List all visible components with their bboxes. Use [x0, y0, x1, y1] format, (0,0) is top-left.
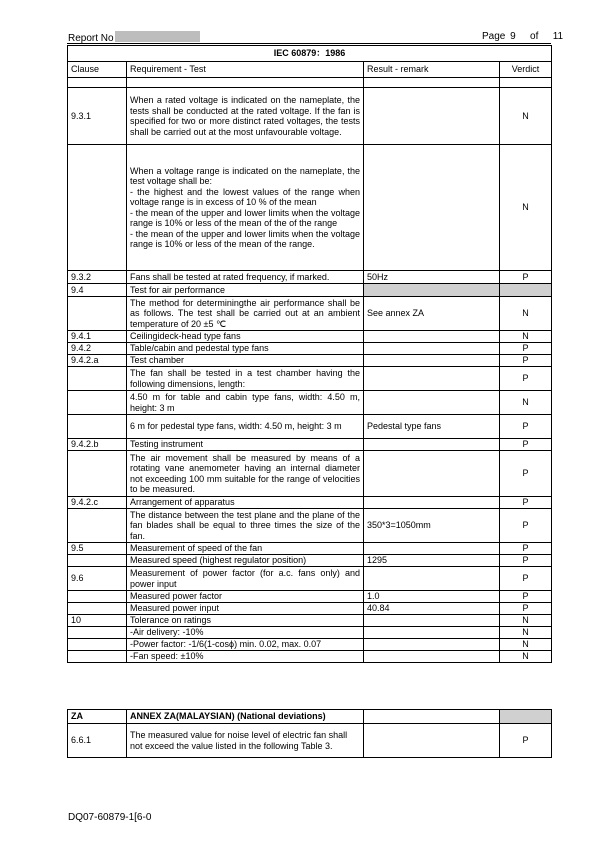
table-row: 10 Tolerance on ratings N — [68, 615, 552, 627]
table-row: The method for determiningthe air performance shall be as follows. The test shall be carried out at an ambient temperature of 20 ±5 ℃ See annex ZA N — [68, 297, 552, 331]
report-number-label: Report No — [68, 31, 200, 44]
document-code: DQ07-60879-1[6-0 — [68, 812, 152, 823]
table-row: 9.4.1 Ceilingideck-head type fans N — [68, 331, 552, 343]
voltage-range-requirement: When a voltage range is indicated on the nameplate, the test voltage shall be: - the highest and the lowest values of the range when voltage range is in excess of 10 % of the mean - the mean of the upper and lower limits when the voltage range is 10% or less of the mean of the of the range - the mean of the upper and lower limits when the voltage range is 10% or less of the mean of the range. — [127, 145, 364, 271]
table-row: 9.4.2.c Arrangement of apparatus P — [68, 497, 552, 509]
standard-title: IEC 60879：1986 — [68, 46, 552, 62]
table-row: 6.6.1 The measured value for noise level of electric fan shall not exceed the value listed in the following Table 3. P — [68, 724, 552, 758]
header-rule — [67, 43, 551, 44]
table-row: The fan shall be tested in a test chamber having the following dimensions, length: P — [68, 367, 552, 391]
annex-title: ANNEX ZA(MALAYSIAN) (National deviations) — [127, 710, 364, 724]
redacted-report-number — [115, 31, 200, 42]
table-row: 9.4.2 Table/cabin and pedestal type fans P — [68, 343, 552, 355]
table-row: 9.5 Measurement of speed of the fan P — [68, 543, 552, 555]
table-row: 9.6 Measurement of power factor (for a.c. fans only) and power input P — [68, 567, 552, 591]
table-row: Measured power factor 1.0 P — [68, 591, 552, 603]
table-row: 9.3.2 Fans shall be tested at rated frequency, if marked. 50Hz P — [68, 271, 552, 284]
annex-clause: ZA — [68, 710, 127, 724]
table-row: The air movement shall be measured by means of a rotating vane anemometer having an internal diameter not exceeding 100 mm suitable for the range of velocities to be measured. P — [68, 451, 552, 497]
page-indicator: Page 9 of 11 — [482, 31, 564, 42]
table-row: 4.50 m for table and cabin type fans, width: 4.50 m, height: 3 m N — [68, 391, 552, 415]
table-row: The distance between the test plane and the plane of the fan blades shall be equal to three times the size of the fan. 350*3=1050mm P — [68, 509, 552, 543]
column-header-clause: Clause — [68, 62, 127, 78]
annex-za-table — [67, 709, 552, 758]
table-row: Measured power input 40.84 P — [68, 603, 552, 615]
column-header-requirement: Requirement - Test — [127, 62, 364, 78]
table-row: 9.4.2.a Test chamber P — [68, 355, 552, 367]
table-row: Measured speed (highest regulator position) 1295 P — [68, 555, 552, 567]
table-row: 9.4 Test for air performance — [68, 284, 552, 297]
table-row: 9.4.2.b Testing instrument P — [68, 439, 552, 451]
table-row: -Power factor: -1/6(1-cosϕ) min. 0.02, max. 0.07 N — [68, 639, 552, 651]
column-header-result: Result - remark — [364, 62, 500, 78]
column-header-verdict: Verdict — [500, 62, 552, 78]
table-row: 6 m for pedestal type fans, width: 4.50 m, height: 3 m Pedestal type fans P — [68, 415, 552, 439]
table-row: -Fan speed: ±10% N — [68, 651, 552, 663]
test-results-table — [67, 45, 552, 663]
table-row: 9.3.1 When a rated voltage is indicated on the nameplate, the tests shall be conducted at the rated voltage. If the fan is specified for two or more distinct rated voltages, the tests shall be carried out at the most unfavourable voltage. N — [68, 88, 552, 145]
table-row: -Air delivery: -10% N — [68, 627, 552, 639]
table-row: When a voltage range is indicated on the nameplate, the test voltage shall be: - the highest and the lowest values of the range when voltage range is in excess of 10 % of the mean - the mean of the upper and lower limits when the voltage range is 10% or less of the mean of the of the range - the mean of the upper and lower limits when the voltage range is 10% or less of the mean of the range. N — [68, 145, 552, 271]
